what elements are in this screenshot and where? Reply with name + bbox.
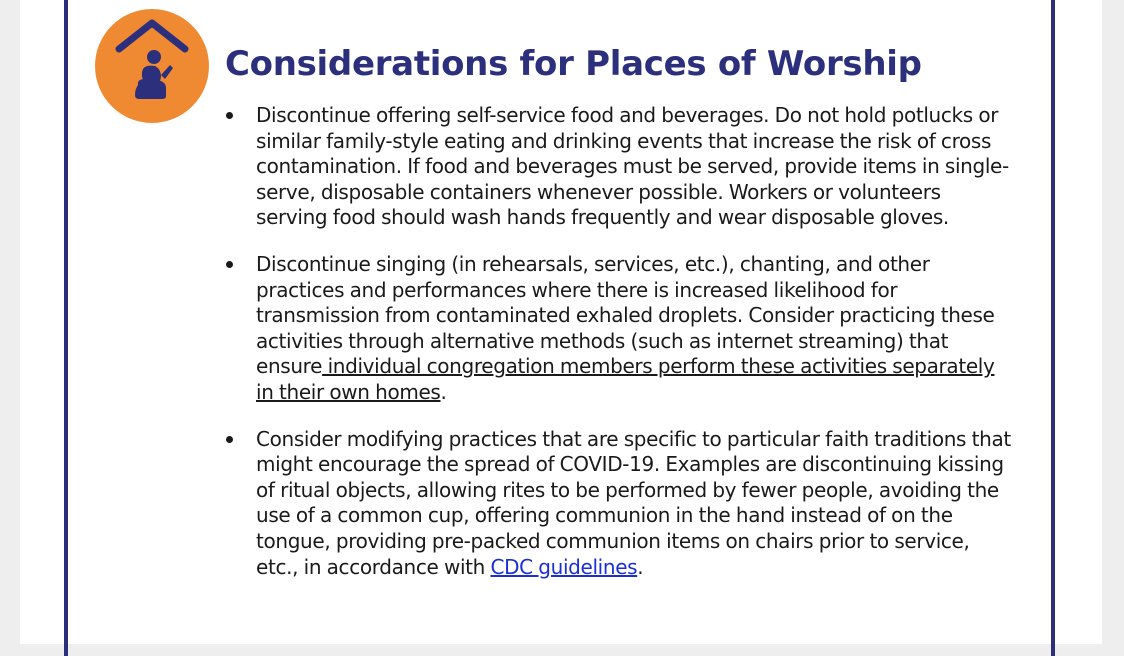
bullet-dot <box>226 112 233 119</box>
list-item <box>226 427 1011 581</box>
kneeling-person-under-roof-icon <box>95 9 209 123</box>
bullet-text: Consider modifying practices that are specific to particular faith traditions that might encourage the spread of COVID-19. Examples are discontinuing kissing of ritual objects, allowing rites to be performed by fewer people, avoiding the use of a common cup, offering communion in the hand instead of on the tongue, providing pre-packed communion items on chairs prior to service, etc., in accordance with <box>256 426 1011 579</box>
guidelines-list <box>226 103 1011 580</box>
bullet-text: Discontinue offering self-service food and beverages. Do not hold potlucks or similar family-style eating and drinking events that increase the risk of cross contamination. If food and beverages must be served, provide items in single-serve, disposable containers whenever possible. Workers or volunteers serving food should wash hands frequently and wear disposable gloves. <box>256 103 1009 230</box>
underlined-text: individual congregation members perform these activities separately in their own homes <box>256 354 995 404</box>
list-item <box>226 252 1011 406</box>
bullet-dot <box>226 436 233 443</box>
page-title: Considerations for Places of Worship <box>225 44 922 84</box>
bullet-text-end: . <box>440 379 447 404</box>
bullet-text-end: . <box>637 554 644 579</box>
worship-logo <box>95 9 209 123</box>
list-item <box>226 103 1011 231</box>
cdc-guidelines-link[interactable]: CDC guidelines <box>490 554 638 579</box>
bullet-dot <box>226 261 233 268</box>
bullet-text: Discontinue singing (in rehearsals, services, etc.), chanting, and other practices and performances where there is increased likelihood for transmission from contaminated exhaled droplets. Consider practicing these activities through alternative methods (such as internet streaming) that ensure <box>256 251 995 379</box>
